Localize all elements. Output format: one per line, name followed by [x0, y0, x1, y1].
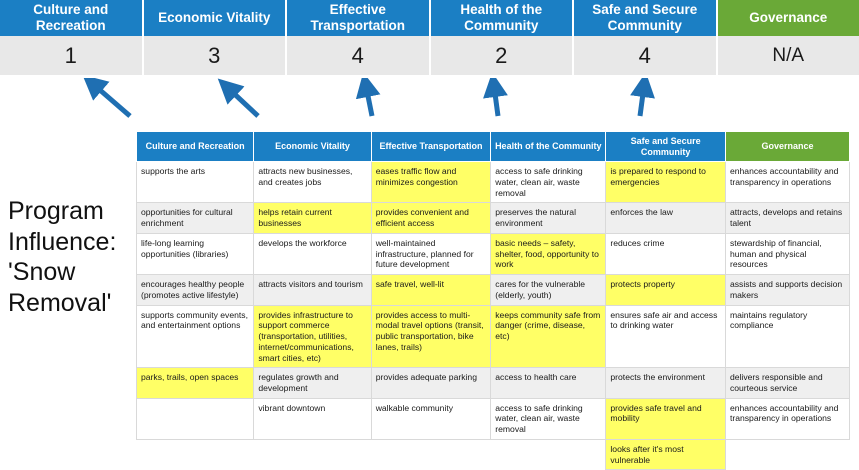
matrix-cell: encourages healthy people (promotes active lifestyle) — [137, 275, 254, 305]
matrix-cell: regulates growth and development — [254, 368, 371, 398]
pillar-header-label: Governance — [749, 10, 827, 26]
arrow-layer — [0, 78, 859, 136]
matrix-cell: reduces crime — [606, 233, 726, 274]
matrix-cell: develops the workforce — [254, 233, 371, 274]
arrow-to-health-of-the-community — [494, 86, 498, 116]
matrix-cell: provides infrastructure to support commerce (transportation, utilities, internet/communications, smart cities, etc) — [254, 305, 371, 368]
matrix-cell: cares for the vulnerable (elderly, youth) — [491, 275, 606, 305]
matrix-cell: eases traffic flow and minimizes congestion — [371, 162, 491, 203]
table-row — [137, 398, 850, 439]
matrix-cell: access to safe drinking water, clean air, waste removal — [491, 398, 606, 439]
matrix-cell: attracts new businesses, and creates jobs — [254, 162, 371, 203]
matrix-cell: looks after it's most vulnerable — [606, 439, 726, 469]
pillar-header-effective-transportation — [287, 0, 431, 36]
table-row — [137, 233, 850, 274]
matrix-cell: access to health care — [491, 368, 606, 398]
arrow-to-safe-and-secure-community — [640, 86, 644, 116]
matrix-cell: enforces the law — [606, 203, 726, 233]
pillar-header-governance — [718, 0, 859, 36]
pillar-header-health-of-the-community — [431, 0, 575, 36]
matrix-cell: walkable community — [371, 398, 491, 439]
arrow-to-economic-vitality — [228, 88, 258, 116]
matrix-cell — [725, 439, 849, 469]
arrow-to-effective-transportation — [366, 86, 372, 116]
pillar-header-economic-vitality — [144, 0, 288, 36]
matrix-cell: provides adequate parking — [371, 368, 491, 398]
matrix-cell — [137, 398, 254, 439]
matrix-cell: attracts visitors and tourism — [254, 275, 371, 305]
matrix-cell: protects the environment — [606, 368, 726, 398]
matrix-cell: opportunities for cultural enrichment — [137, 203, 254, 233]
matrix-cell: ensures safe air and access to drinking water — [606, 305, 726, 368]
matrix-col-header-governance: Governance — [725, 132, 849, 162]
pillar-header-label: Safe and Secure Community — [577, 2, 713, 33]
table-row — [137, 368, 850, 398]
matrix-cell: supports the arts — [137, 162, 254, 203]
matrix-cell: access to safe drinking water, clean air, waste removal — [491, 162, 606, 203]
matrix-cell: is prepared to respond to emergencies — [606, 162, 726, 203]
table-row — [137, 439, 850, 469]
pillar-header-label: Culture and Recreation — [3, 2, 139, 33]
matrix-cell: enhances accountability and transparency in operations — [725, 162, 849, 203]
matrix-cell: protects property — [606, 275, 726, 305]
score-economic-vitality: 3 — [144, 36, 288, 75]
matrix-cell: basic needs – safety, shelter, food, opportunity to work — [491, 233, 606, 274]
table-row — [137, 275, 850, 305]
matrix-cell: keeps community safe from danger (crime, disease, etc) — [491, 305, 606, 368]
matrix-cell: parks, trails, open spaces — [137, 368, 254, 398]
score-health-of-the-community: 2 — [431, 36, 575, 75]
matrix-header-row — [137, 132, 850, 162]
matrix-cell — [371, 439, 491, 469]
matrix-cell: supports community events, and entertainment options — [137, 305, 254, 368]
matrix-cell: assists and supports decision makers — [725, 275, 849, 305]
score-safe-and-secure-community: 4 — [574, 36, 718, 75]
matrix-cell — [254, 439, 371, 469]
matrix-cell — [491, 439, 606, 469]
pillar-header-label: Effective Transportation — [290, 2, 426, 33]
matrix-col-header-effective-transportation: Effective Transportation — [371, 132, 491, 162]
matrix-cell — [137, 439, 254, 469]
pillar-header-safe-and-secure-community — [574, 0, 718, 36]
matrix-cell: safe travel, well-lit — [371, 275, 491, 305]
matrix-col-header-health-of-the-community: Health of the Community — [491, 132, 606, 162]
matrix-col-header-culture-and-recreation: Culture and Recreation — [137, 132, 254, 162]
program-influence-caption: Program Influence: 'Snow Removal' — [8, 196, 136, 318]
matrix-cell: provides safe travel and mobility — [606, 398, 726, 439]
matrix-cell: helps retain current businesses — [254, 203, 371, 233]
matrix-col-header-safe-and-secure-community: Safe and Secure Community — [606, 132, 726, 162]
score-row — [0, 36, 859, 78]
table-row — [137, 305, 850, 368]
score-culture-and-recreation: 1 — [0, 36, 144, 75]
matrix-cell: stewardship of financial, human and physical resources — [725, 233, 849, 274]
matrix-cell: delivers responsible and courteous service — [725, 368, 849, 398]
pillar-header-culture-and-recreation — [0, 0, 144, 36]
matrix-cell: attracts, develops and retains talent — [725, 203, 849, 233]
influence-matrix — [136, 131, 850, 470]
matrix-col-header-economic-vitality: Economic Vitality — [254, 132, 371, 162]
pillar-header-label: Economic Vitality — [158, 10, 270, 26]
matrix-cell: preserves the natural environment — [491, 203, 606, 233]
table-row — [137, 203, 850, 233]
pillar-header-label: Health of the Community — [434, 2, 570, 33]
matrix-cell: life-long learning opportunities (libraries) — [137, 233, 254, 274]
score-governance: N/A — [718, 36, 859, 75]
score-effective-transportation: 4 — [287, 36, 431, 75]
table-row — [137, 162, 850, 203]
arrow-to-culture-and-recreation — [93, 84, 130, 116]
matrix-cell: maintains regulatory compliance — [725, 305, 849, 368]
matrix-cell: vibrant downtown — [254, 398, 371, 439]
matrix-cell: provides access to multi-modal travel options (transit, public transportation, bike lanes, trails) — [371, 305, 491, 368]
matrix-cell: provides convenient and efficient access — [371, 203, 491, 233]
matrix-cell: well-maintained infrastructure, planned for future development — [371, 233, 491, 274]
pillar-header-band — [0, 0, 859, 36]
matrix-cell: enhances accountability and transparency in operations — [725, 398, 849, 439]
